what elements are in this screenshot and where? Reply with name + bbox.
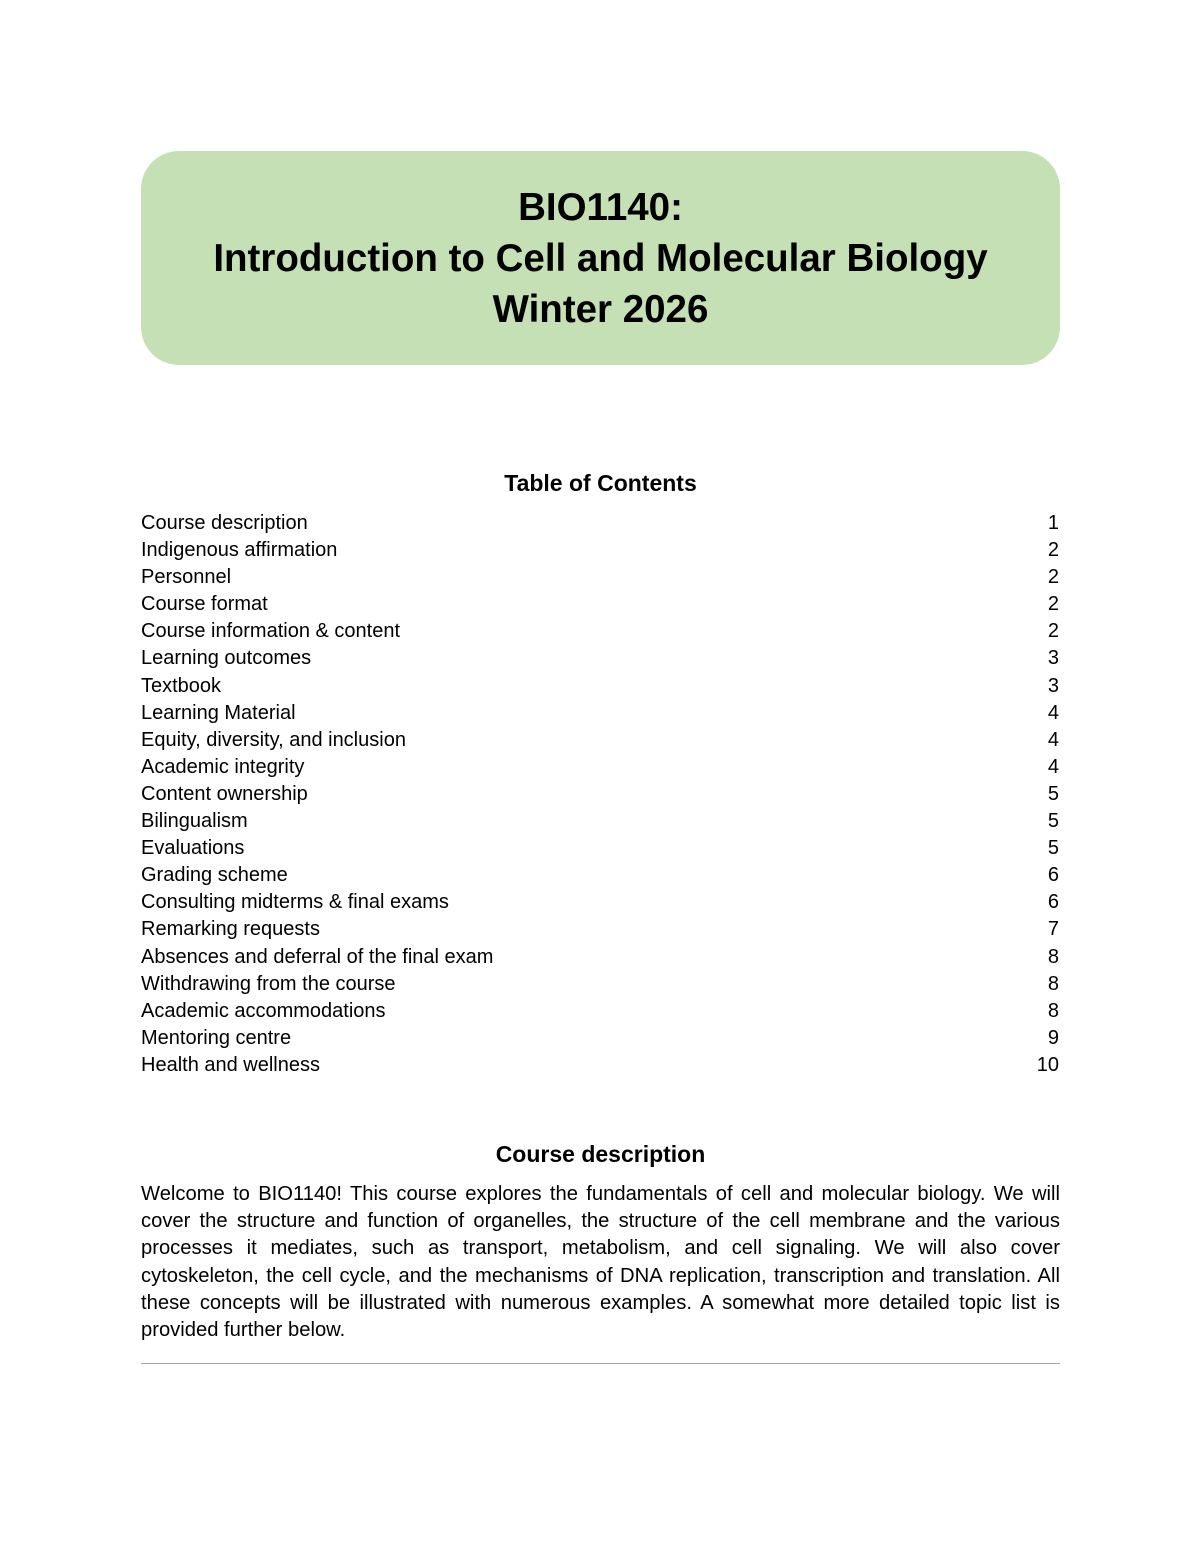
toc-entry-label: Textbook bbox=[141, 674, 222, 697]
toc-entry-page: 10 bbox=[1036, 1053, 1059, 1076]
toc-entry-textbook[interactable] bbox=[141, 673, 1059, 700]
toc-entry-course-information[interactable] bbox=[141, 618, 1059, 645]
toc-heading: Table of Contents bbox=[504, 470, 697, 496]
toc-entry-page: 6 bbox=[1047, 891, 1059, 914]
toc-entry-academic-accommodations[interactable] bbox=[141, 998, 1059, 1025]
toc-entry-equity-diversity-inclusion[interactable] bbox=[141, 727, 1059, 754]
toc-entry-label: Grading scheme bbox=[141, 864, 288, 887]
toc-entry-page: 2 bbox=[1047, 566, 1059, 589]
toc-entry-learning-outcomes[interactable] bbox=[141, 645, 1059, 672]
course-term: Winter 2026 bbox=[492, 287, 709, 331]
toc-entry-page: 3 bbox=[1047, 647, 1059, 670]
toc-entry-page: 4 bbox=[1047, 701, 1059, 724]
toc-entry-grading-scheme[interactable] bbox=[141, 862, 1059, 889]
toc-entry-page: 4 bbox=[1047, 755, 1059, 778]
toc-entry-label: Course information & content bbox=[141, 620, 401, 643]
toc-entry-page: 3 bbox=[1047, 674, 1059, 697]
toc-entry-mentoring-centre[interactable] bbox=[141, 1025, 1059, 1052]
toc-entry-remarking-requests[interactable] bbox=[141, 916, 1059, 943]
toc-entry-indigenous-affirmation[interactable] bbox=[141, 537, 1059, 564]
toc-entry-label: Mentoring centre bbox=[141, 1026, 292, 1049]
toc-entry-page: 2 bbox=[1047, 620, 1059, 643]
toc-entry-course-description[interactable] bbox=[141, 510, 1059, 537]
section-divider bbox=[141, 1363, 1060, 1364]
toc-entry-label: Academic accommodations bbox=[141, 999, 386, 1022]
toc-entry-label: Learning Material bbox=[141, 701, 296, 724]
toc-entry-page: 6 bbox=[1047, 864, 1059, 887]
toc-entry-page: 5 bbox=[1047, 782, 1059, 805]
toc-entry-page: 8 bbox=[1047, 972, 1059, 995]
toc-entry-learning-material[interactable] bbox=[141, 700, 1059, 727]
toc-entry-label: Absences and deferral of the final exam bbox=[141, 945, 494, 968]
toc-entry-page: 4 bbox=[1047, 728, 1059, 751]
toc-entry-absences-deferral[interactable] bbox=[141, 944, 1059, 971]
toc-entry-label: Bilingualism bbox=[141, 810, 248, 833]
toc-entry-health-wellness[interactable] bbox=[141, 1052, 1059, 1079]
toc-entry-content-ownership[interactable] bbox=[141, 781, 1059, 808]
toc-entry-label: Content ownership bbox=[141, 782, 308, 805]
toc-entry-page: 2 bbox=[1047, 539, 1059, 562]
toc-entry-bilingualism[interactable] bbox=[141, 808, 1059, 835]
toc-entry-label: Learning outcomes bbox=[141, 647, 312, 670]
toc-entry-withdrawing[interactable] bbox=[141, 971, 1059, 998]
toc-entry-evaluations[interactable] bbox=[141, 835, 1059, 862]
toc-entry-label: Academic integrity bbox=[141, 755, 305, 778]
toc-entry-page: 2 bbox=[1047, 593, 1059, 616]
toc-entry-label: Consulting midterms & final exams bbox=[141, 891, 449, 914]
toc-entry-page: 7 bbox=[1047, 918, 1059, 941]
course-title-banner bbox=[141, 151, 1060, 365]
toc-entry-label: Course format bbox=[141, 593, 268, 616]
course-name: Introduction to Cell and Molecular Biology bbox=[213, 236, 988, 280]
toc-entry-page: 5 bbox=[1047, 810, 1059, 833]
toc-entry-academic-integrity[interactable] bbox=[141, 754, 1059, 781]
toc-entry-page: 9 bbox=[1047, 1026, 1059, 1049]
toc-entry-label: Evaluations bbox=[141, 837, 245, 860]
course-description-heading: Course description bbox=[495, 1141, 706, 1167]
toc-entry-page: 1 bbox=[1047, 512, 1059, 534]
toc-entry-course-format[interactable] bbox=[141, 591, 1059, 618]
toc-entry-label: Withdrawing from the course bbox=[141, 972, 396, 995]
toc-entry-page: 8 bbox=[1047, 999, 1059, 1022]
toc-entry-label: Equity, diversity, and inclusion bbox=[141, 728, 406, 751]
toc-entry-label: Health and wellness bbox=[141, 1053, 320, 1076]
course-description-body: Welcome to BIO1140! This course explores the fundamentals of cell and molecular biology. We will cover the structure and function of organelles, the structure of the cell membrane and the various processes it mediates, such as transport, metabolism, and cell signaling. We will also cover cytoskeleton, the cell cycle, and the mechanisms of DNA replication, transcription and translation. All these concepts will be illustrated with numerous examples. A somewhat more detailed topic list is provided further below. bbox=[141, 1183, 1060, 1342]
toc-entry-consulting-exams[interactable] bbox=[141, 889, 1059, 916]
toc-entry-label: Personnel bbox=[141, 566, 232, 589]
toc-entry-label: Course description bbox=[141, 512, 308, 534]
toc-entry-label: Remarking requests bbox=[141, 918, 320, 941]
toc-entry-personnel[interactable] bbox=[141, 564, 1059, 591]
table-of-contents bbox=[141, 510, 1059, 1079]
toc-entry-page: 8 bbox=[1047, 945, 1059, 968]
toc-entry-label: Indigenous affirmation bbox=[141, 539, 338, 562]
course-code: BIO1140: bbox=[518, 185, 683, 229]
toc-entry-page: 5 bbox=[1047, 837, 1059, 860]
